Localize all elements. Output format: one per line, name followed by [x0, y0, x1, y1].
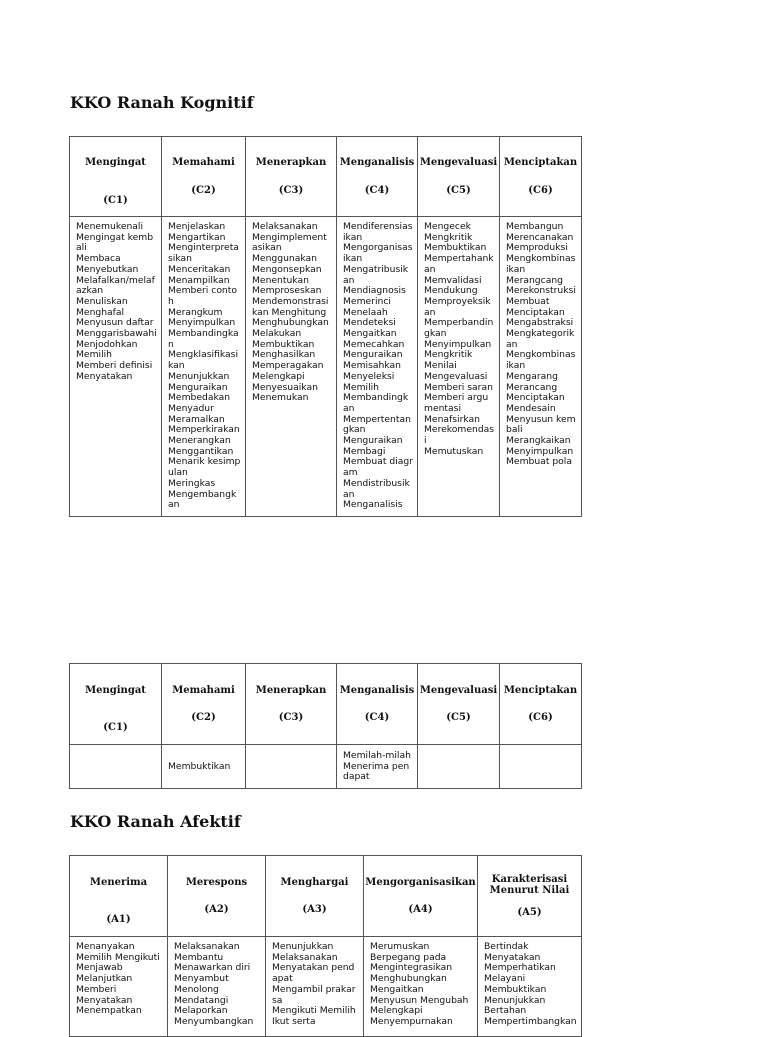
cell-a3: Menunjukkan Melaksanakan Menyatakan pendapat Mengambil prakarsa Mengikuti Memilih Ikut serta: [266, 937, 364, 1037]
header-c1: Mengingat (C1): [70, 137, 162, 217]
table-header-row: [70, 856, 582, 937]
cell-c5: [418, 745, 500, 789]
cell-c5: Mengecek Mengkritik Membuktikan Mempertahankan Memvalidasi Mendukung Memproyeksikan Memperbandingkan Menyimpulkan Mengkritik Menilai Mengevaluasi Memberi saran Memberi argumentasi Menafsirkan Merekomendasi Memutuskan: [418, 217, 500, 517]
header-c5: Mengevaluasi (C5): [418, 664, 500, 745]
header-c3: Menerapkan (C3): [246, 137, 337, 217]
header-c4: Menganalisis (C4): [337, 137, 418, 217]
cell-c4: Memilah-milah Menerima pendapat: [337, 745, 418, 789]
header-a4: Mengorganisasikan (A4): [364, 856, 478, 937]
cell-c4: Mendiferensiasikan Mengorganisasikan Mengatribusikan Mendiagnosis Memerinci Menelaah Mendeteksi Mengaitkan Memecahkan Menguraikan Memisahkan Menyeleksi Memilih Membandingkan Mempertentangkan Menguraikan Membagi Membuat diagram Mendistribusikan Menganalisis: [337, 217, 418, 517]
kognitif-table-2: [69, 663, 582, 789]
table-row: [70, 745, 582, 789]
header-c6: Menciptakan (C6): [500, 137, 582, 217]
cell-c3: [246, 745, 337, 789]
cell-c1: [70, 745, 162, 789]
cell-c1: Menemukenali Mengingat kembali Membaca Menyebutkan Melafalkan/melafazkan Menuliskan Menghafal Menyusun daftar Menggarisbawahi Menjodohkan Memilih Memberi definisi Menyatakan: [70, 217, 162, 517]
kognitif-table: [69, 136, 582, 517]
table-header-row: [70, 137, 582, 217]
header-a3: Menghargai (A3): [266, 856, 364, 937]
table-header-row: [70, 664, 582, 745]
header-c5: Mengevaluasi (C5): [418, 137, 500, 217]
header-c1: Mengingat (C1): [70, 664, 162, 745]
afektif-table: [69, 855, 582, 1037]
header-c2: Memahami (C2): [162, 137, 246, 217]
cell-a5: Bertindak Menyatakan Memperhatikan Melayani Membuktikan Menunjukkan Bertahan Mempertimbangkan: [478, 937, 582, 1037]
table-row: [70, 217, 582, 517]
header-c6: Menciptakan (C6): [500, 664, 582, 745]
header-a5: Karakterisasi Menurut Nilai (A5): [478, 856, 582, 937]
cell-a2: Melaksanakan Membantu Menawarkan diri Menyambut Menolong Mendatangi Melaporkan Menyumbangkan: [168, 937, 266, 1037]
header-c2: Memahami (C2): [162, 664, 246, 745]
header-a2: Merespons (A2): [168, 856, 266, 937]
cell-a1: Menanyakan Memilih Mengikuti Menjawab Melanjutkan Memberi Menyatakan Menempatkan: [70, 937, 168, 1037]
header-c4: Menganalisis (C4): [337, 664, 418, 745]
table-row: [70, 937, 582, 1037]
header-c3: Menerapkan (C3): [246, 664, 337, 745]
cell-c3: Melaksanakan Mengimplementasikan Menggunakan Mengonsepkan Menentukan Memproseskan Mendemonstrasikan Menghitung Menghubungkan Melakukan Membuktikan Menghasilkan Memperagakan Melengkapi Menyesuaikan Menemukan: [246, 217, 337, 517]
cell-c6: [500, 745, 582, 789]
cell-c2: Menjelaskan Mengartikan Menginterpretasikan Menceritakan Menampilkan Memberi contoh Merangkum Menyimpulkan Membandingkan Mengklasifikasikan Menunjukkan Menguraikan Membedakan Menyadur Meramalkan Memperkirakan Menerangkan Menggantikan Menarik kesimpulan Meringkas Mengembangkan: [162, 217, 246, 517]
cell-a4: Merumuskan Berpegang pada Mengintegrasikan Menghubungkan Mengaitkan Menyusun Mengubah Melengkapi Menyempurnakan: [364, 937, 478, 1037]
section-title-afektif: KKO Ranah Afektif: [70, 812, 241, 831]
section-title-kognitif: KKO Ranah Kognitif: [70, 93, 254, 112]
header-a1: Menerima (A1): [70, 856, 168, 937]
cell-c6: Membangun Merencanakan Memproduksi Mengkombinasikan Merangcang Merekonstruksi Membuat Menciptakan Mengabstraksi Mengkategorikan Mengkombinasikan Mengarang Merancang Menciptakan Mendesain Menyusun kembali Merangkaikan Menyimpulkan Membuat pola: [500, 217, 582, 517]
cell-c2: Membuktikan: [162, 745, 246, 789]
